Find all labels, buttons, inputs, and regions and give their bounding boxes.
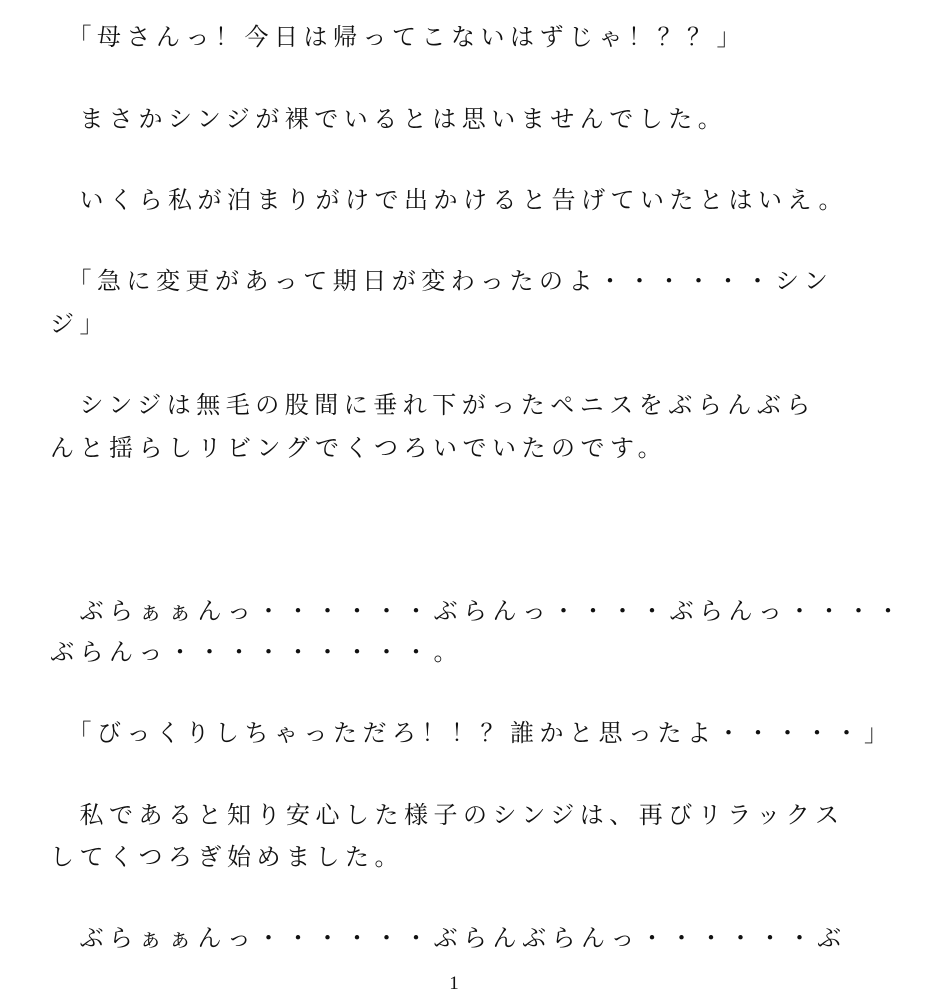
- text-line: 私であると知り安心した様子のシンジは、再びリラックス: [50, 801, 845, 829]
- text-line: んと揺らしリビングでくつろいでいたのです。: [50, 434, 668, 462]
- text-line: ぶらんっ・・・・・・・・・。: [50, 638, 463, 666]
- text-line: ぶらぁぁんっ・・・・・・ぶらんぶらんっ・・・・・・ぶ: [50, 924, 847, 952]
- text-line: ぶらぁぁんっ・・・・・・ぶらんっ・・・・ぶらんっ・・・・: [50, 597, 906, 625]
- text-line: いくら私が泊まりがけで出かけると告げていたとはいえ。: [50, 186, 848, 214]
- text-line: 「びっくりしちゃっただろ！！？誰かと思ったよ・・・・・」: [50, 719, 894, 747]
- text-line: 「母さんっ！今日は帰ってこないはずじゃ！？？」: [50, 23, 746, 51]
- text-line: ジ」: [50, 310, 109, 338]
- page-number: 1: [449, 973, 459, 994]
- text-line: まさかシンジが裸でいるとは思いませんでした。: [50, 105, 728, 133]
- text-line: してくつろぎ始めました。: [50, 843, 404, 871]
- text-line: シンジは無毛の股間に垂れ下がったペニスをぶらんぶら: [50, 391, 816, 419]
- text-line: 「急に変更があって期日が変わったのよ・・・・・・シン: [50, 267, 834, 295]
